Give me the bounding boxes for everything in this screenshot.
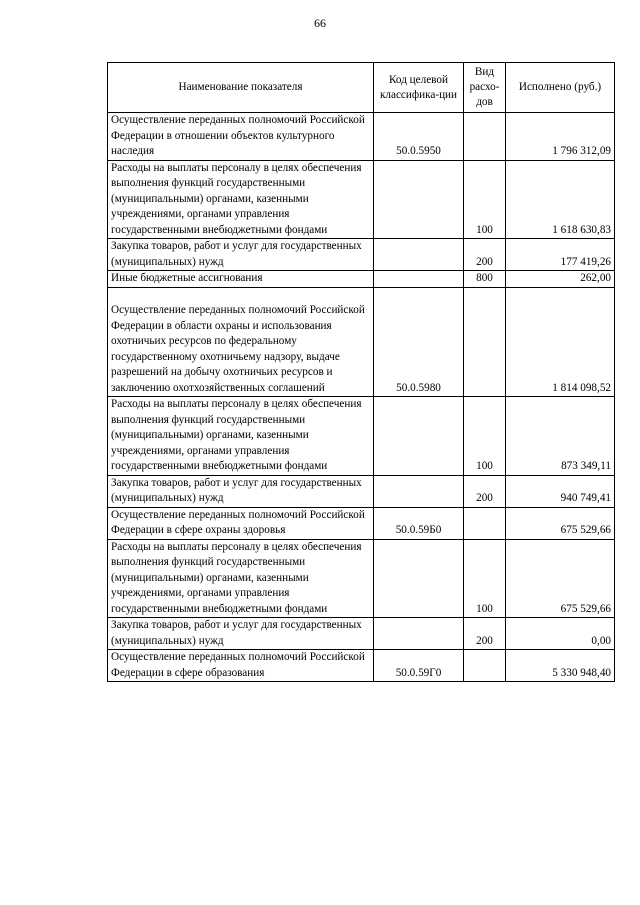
- table-row: [108, 397, 615, 476]
- row-target-code: [374, 239, 464, 271]
- row-expense-kind: 200: [464, 239, 506, 271]
- row-expense-kind: 800: [464, 271, 506, 288]
- table-row: [108, 539, 615, 618]
- header-expense-kind: Вид расхо-дов: [464, 63, 506, 113]
- row-executed-amount: 1 814 098,52: [506, 287, 615, 397]
- row-indicator-name: Закупка товаров, работ и услуг для государственных (муниципальных) нужд: [108, 618, 374, 650]
- table-row: [108, 475, 615, 507]
- table-row: [108, 287, 615, 397]
- row-expense-kind: [464, 650, 506, 682]
- row-expense-kind: 100: [464, 539, 506, 618]
- row-executed-amount: 1 796 312,09: [506, 113, 615, 161]
- row-executed-amount: 675 529,66: [506, 507, 615, 539]
- header-indicator-name: Наименование показателя: [108, 63, 374, 113]
- row-target-code: 50.0.59Г0: [374, 650, 464, 682]
- page-number: 66: [314, 16, 326, 30]
- row-executed-amount: 675 529,66: [506, 539, 615, 618]
- row-expense-kind: 100: [464, 397, 506, 476]
- table-row: [108, 160, 615, 239]
- row-executed-amount: 262,00: [506, 271, 615, 288]
- table-row: [108, 650, 615, 682]
- row-indicator-name-cell: [108, 287, 374, 397]
- table-row: [108, 271, 615, 288]
- table-header-row: [108, 63, 615, 113]
- row-indicator-name: Расходы на выплаты персоналу в целях обеспечения выполнения функций государственными (муниципальными) органами, казенными учреждениями, органами управления государственными внебюджетными фондами: [108, 539, 374, 618]
- row-target-code: [374, 618, 464, 650]
- header-executed-amount: Исполнено (руб.): [506, 63, 615, 113]
- table-row: [108, 113, 615, 161]
- row-expense-kind: 100: [464, 160, 506, 239]
- budget-execution-table: [107, 62, 615, 682]
- row-expense-kind: [464, 113, 506, 161]
- row-target-code: [374, 397, 464, 476]
- row-target-code: 50.0.5950: [374, 113, 464, 161]
- row-indicator-name: Осуществление переданных полномочий Российской Федерации в сфере охраны здоровья: [108, 507, 374, 539]
- row-indicator-name: Осуществление переданных полномочий Российской Федерации в области охраны и использования охотничьих ресурсов по федеральному государственному охотничьему надзору, выдаче разрешений на добычу охотничьих ресурсов и заключению охотхозяйственных соглашений: [111, 304, 365, 394]
- row-target-code: 50.0.59Б0: [374, 507, 464, 539]
- row-indicator-name: Расходы на выплаты персоналу в целях обеспечения выполнения функций государственными (муниципальными) органами, казенными учреждениями, органами управления государственными внебюджетными фондами: [108, 397, 374, 476]
- row-executed-amount: 873 349,11: [506, 397, 615, 476]
- row-executed-amount: 5 330 948,40: [506, 650, 615, 682]
- row-target-code: [374, 475, 464, 507]
- row-indicator-name: Закупка товаров, работ и услуг для государственных (муниципальных) нужд: [108, 239, 374, 271]
- row-executed-amount: 940 749,41: [506, 475, 615, 507]
- row-indicator-name: Осуществление переданных полномочий Российской Федерации в сфере образования: [108, 650, 374, 682]
- row-target-code: [374, 160, 464, 239]
- row-executed-amount: 1 618 630,83: [506, 160, 615, 239]
- row-indicator-name: Иные бюджетные ассигнования: [108, 271, 374, 288]
- row-target-code: [374, 271, 464, 288]
- row-indicator-name: Расходы на выплаты персоналу в целях обеспечения выполнения функций государственными (муниципальными) органами, казенными учреждениями, органами управления государственными внебюджетными фондами: [108, 160, 374, 239]
- row-indicator-name: Осуществление переданных полномочий Российской Федерации в отношении объектов культурного наследия: [108, 113, 374, 161]
- table-row: [108, 618, 615, 650]
- row-expense-kind: [464, 287, 506, 397]
- row-indicator-name: Закупка товаров, работ и услуг для государственных (муниципальных) нужд: [108, 475, 374, 507]
- row-executed-amount: 0,00: [506, 618, 615, 650]
- table-row: [108, 507, 615, 539]
- row-executed-amount: 177 419,26: [506, 239, 615, 271]
- row-target-code: [374, 539, 464, 618]
- row-target-code: 50.0.5980: [374, 287, 464, 397]
- row-expense-kind: 200: [464, 618, 506, 650]
- table-row: [108, 239, 615, 271]
- row-expense-kind: [464, 507, 506, 539]
- row-expense-kind: 200: [464, 475, 506, 507]
- header-target-code: Код целевой классифика-ции: [374, 63, 464, 113]
